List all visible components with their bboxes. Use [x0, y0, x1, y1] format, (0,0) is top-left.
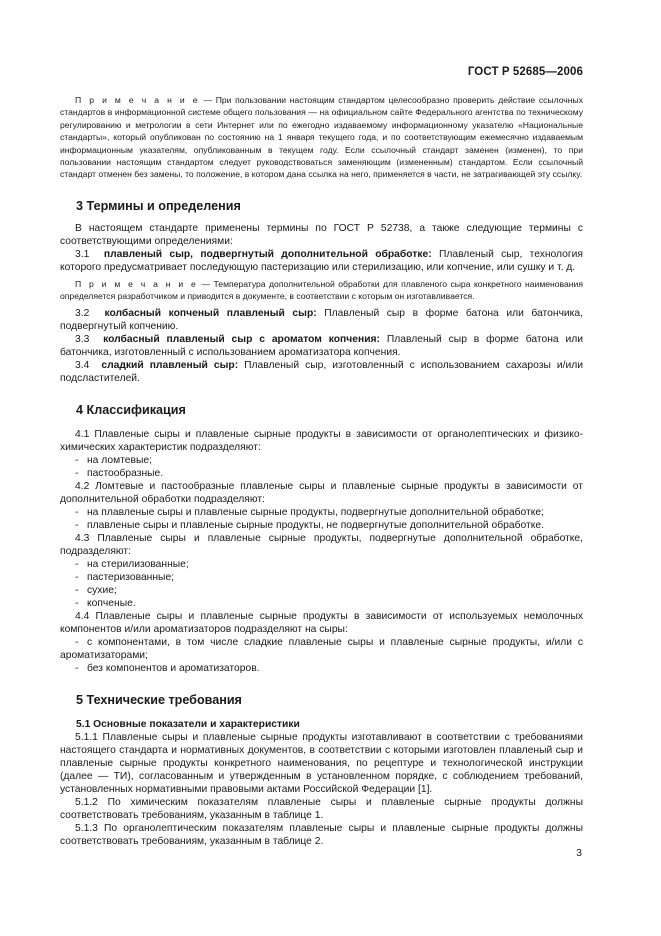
note-label: П р и м е ч а н и е	[75, 95, 200, 105]
list-item: - пастеризованные;	[75, 571, 175, 583]
term-3-2-name: колбасный копченый плавленый сыр:	[104, 307, 317, 319]
list-item: - плавленые сыры и плавленые сырные продукты, не подвергнутые дополнительной обработке.	[75, 519, 544, 531]
clause-5-1-1: 5.1.1 Плавленые сыры и плавленые сырные продукты изготавливают в соответствии с требованиями настоящего стандарта и нормативных документов, в соответствии с которыми изготовлен плавленый сыр и плавленые сырные продукты конкретного наименования, по рецептуре и технологической инструкции (далее — ТИ), согласованным и утвержденным в установленном порядке, с соблюдением требований, установленных нормативными правовыми актами Российской Федерации [1].	[60, 731, 583, 795]
note-references	[60, 94, 583, 181]
list-item: - без компонентов и ароматизаторов.	[75, 662, 260, 674]
clause-4-3: 4.3 Плавленые сыры и плавленые сырные продукты, подвергнутые дополнительной обработке, подразделяют:	[60, 532, 583, 557]
list-item: - на плавленые сыры и плавленые сырные продукты, подвергнутые дополнительной обработке;	[75, 506, 544, 518]
term-3-4-definition: Плавленый сыр, изготовленный с использованием сахарозы и/или подсластителей.	[60, 359, 583, 384]
list-item: - копченые.	[75, 597, 136, 609]
term-3-1: 3.1 плавленый сыр, подвергнутый дополнительной обработке: Плавленый сыр, технология которого предусматривает последующую пастеризацию или стерилизацию, или копчение, или сушку и т. д.	[60, 248, 583, 273]
term-3-3-name: колбасный плавленый сыр с ароматом копчения:	[103, 333, 380, 345]
note-label: П р и м е ч а н и е	[75, 278, 198, 289]
term-3-4: 3.4 сладкий плавленый сыр: Плавленый сыр, изготовленный с использованием сахарозы и/или подсластителей.	[60, 359, 583, 384]
term-3-4-name: сладкий плавленый сыр:	[101, 359, 239, 371]
term-3-3: 3.3 колбасный плавленый сыр с ароматом копчения: Плавленый сыр в форме батона или батончика, изготовленный с использованием ароматизатора копчения.	[60, 333, 583, 358]
list-item: - на ломтевые;	[75, 454, 152, 466]
term-3-1-name: плавленый сыр, подвергнутый дополнительной обработке:	[103, 248, 432, 260]
subsection-5-1-title: 5.1 Основные показатели и характеристики	[76, 718, 300, 730]
section-3-intro: В настоящем стандарте применены термины по ГОСТ Р 52738, а также следующие термины с соответствующими определениями:	[60, 222, 583, 247]
section-5-title: 5 Технические требования	[76, 692, 242, 707]
document-header: ГОСТ Р 52685—2006	[467, 66, 583, 78]
page-number: 3	[576, 848, 582, 859]
section-3-title: 3 Термины и определения	[76, 198, 241, 213]
clause-4-4: 4.4 Плавленые сыры и плавленые сырные продукты в зависимости от используемых немолочных компонентов и/или ароматизаторов подразделяют на сыры:	[60, 610, 583, 635]
list-item: - на стерилизованные;	[75, 558, 189, 570]
clause-4-2: 4.2 Ломтевые и пастообразные плавленые сыры и плавленые сырные продукты в зависимости от дополнительной обработки подразделяют:	[60, 480, 583, 505]
clause-5-1-3: 5.1.3 По органолептическим показателям плавленые сыры и плавленые сырные продукты должны соответствовать требованиям, указанным в таблице 2.	[60, 822, 583, 847]
term-3-3-definition: Плавленый сыр в форме батона или батончика, изготовленный с использованием ароматизатора копчения.	[60, 333, 583, 358]
list-item: - пастообразные.	[75, 467, 164, 479]
clause-4-1: 4.1 Плавленые сыры и плавленые сырные продукты в зависимости от органолептических и физико-химических характеристик подразделяют:	[60, 428, 583, 453]
list-item: - с компонентами, в том числе сладкие плавленые сыры и плавленые сырные продукты, и/или с ароматизаторами;	[60, 636, 583, 661]
term-3-2: 3.2 колбасный копченый плавленый сыр: Плавленый сыр в форме батона или батончика, подвергнутый копчению.	[60, 307, 583, 332]
note-text: — При пользовании настоящим стандартом целесообразно проверить действие ссылочных стандартов в информационной системе общего пользования — на официальном сайте Федерального агентства по техническому регулированию и метрологии в сети Интернет или по ежегодно издаваемому информационному указателю «Национальные стандарты», который опубликован по состоянию на 1 января текущего года, и по соответствующим ежемесячно издаваемым информационным указателям, опубликованным в текущем году. Если ссылочный стандарт заменен (изменен), то при пользовании настоящим стандартом следует руководствоваться заменяющим (измененным) стандартом. Если ссылочный стандарт отменен без замены, то положение, в котором дана ссылка на него, применяется в части, не затрагивающей эту ссылку.	[60, 95, 583, 180]
term-3-1-definition: Плавленый сыр, технология которого предусматривает последующую пастеризацию или стерилизацию, или копчение, или сушку и т. д.	[60, 248, 583, 273]
clause-5-1-2: 5.1.2 По химическим показателям плавленые сыры и плавленые сырные продукты должны соответствовать требованиям, указанным в таблице 1.	[60, 796, 583, 821]
term-3-2-definition: Плавленый сыр в форме батона или батончика, подвергнутый копчению.	[60, 307, 583, 332]
note-text: — Температура дополнительной обработки для плавленого сыра конкретного наименования определяется разработчиком и приводится в документе, в соответствии с которым он изготавливается.	[60, 278, 583, 302]
list-item: - сухие;	[75, 584, 117, 596]
page-content	[60, 94, 583, 848]
note-term-3-1	[60, 278, 583, 303]
section-4-title: 4 Классификация	[76, 402, 186, 417]
